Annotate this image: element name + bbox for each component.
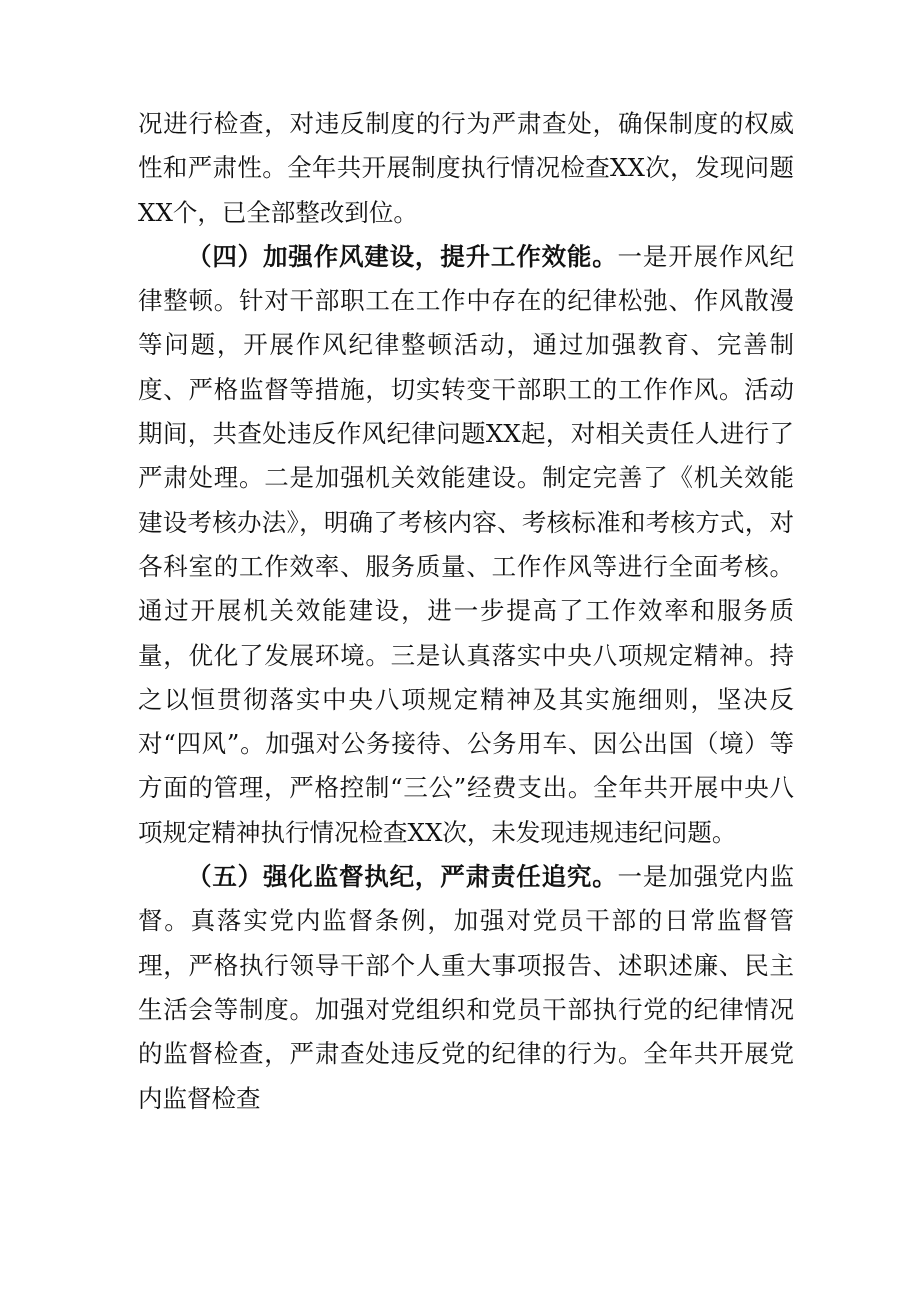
section-heading-5: （五）强化监督执纪，严肃责任追究。 bbox=[187, 862, 618, 892]
paragraph-section-5 bbox=[138, 855, 794, 1121]
document-body bbox=[138, 102, 794, 1121]
section-heading-4: （四）加强作风建设，提升工作效能。 bbox=[187, 241, 618, 271]
paragraph-text: 一是加强党内监督。真落实党内监督条例，加强对党员干部的日常监督管理，严格执行领导干部个人重大事项报告、述职述廉、民主生活会等制度。加强对党组织和党员干部执行党的纪律情况的监督检查，严肃查处违反党的纪律的行为。全年共开展党内监督检查 bbox=[138, 862, 795, 1113]
paragraph-continued bbox=[138, 102, 794, 235]
paragraph-section-4 bbox=[138, 235, 794, 855]
paragraph-text: 况进行检查，对违反制度的行为严肃查处，确保制度的权威性和严肃性。全年共开展制度执行情况检查XX次，发现问题XX个，已全部整改到位。 bbox=[138, 109, 794, 227]
paragraph-text: 一是开展作风纪律整顿。针对干部职工在工作中存在的纪律松弛、作风散漫等问题，开展作风纪律整顿活动，通过加强教育、完善制度、严格监督等措施，切实转变干部职工的工作作风。活动期间，共查处违反作风纪律问题XX起，对相关责任人进行了严肃处理。二是加强机关效能建设。制定完善了《机关效能建设考核办法》，明确了考核内容、考核标准和考核方式，对各科室的工作效率、服务质量、工作作风等进行全面考核。通过开展机关效能建设，进一步提高了工作效率和服务质量，优化了发展环境。三是认真落实中央八项规定精神。持之以恒贯彻落实中央八项规定精神及其实施细则，坚决反对“四风”。加强对公务接待、公务用车、因公出国（境）等方面的管理，严格控制“三公”经费支出。全年共开展中央八项规定精神执行情况检查XX次，未发现违规违纪问题。 bbox=[138, 241, 795, 847]
